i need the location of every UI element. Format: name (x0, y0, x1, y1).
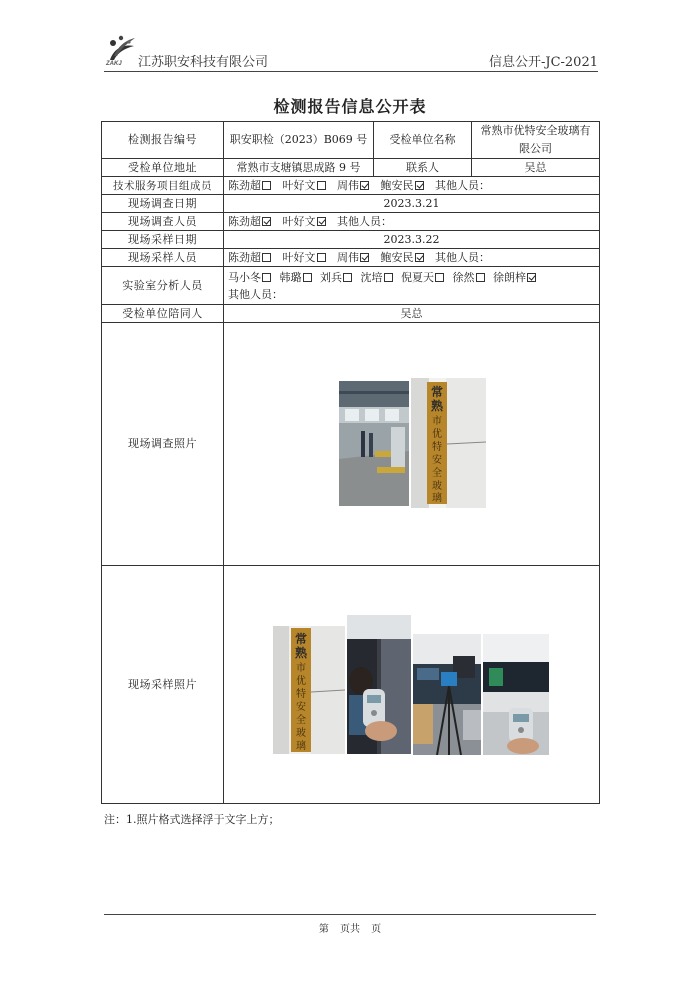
person-entry: 陈劲超 (228, 179, 273, 192)
person-entry: 沈培 (361, 271, 395, 284)
sampling-photo-label: 现场采样照片 (102, 566, 224, 804)
sampling-photo-meter (347, 615, 411, 754)
person-entry: 周伟 (337, 179, 371, 192)
svg-text:熟: 熟 (294, 646, 308, 660)
others-label: 其他人员： (435, 178, 490, 192)
contact-value: 吴总 (472, 159, 600, 177)
address-label: 受检单位地址 (102, 159, 224, 177)
checkbox[interactable] (384, 273, 393, 282)
table-row (102, 323, 600, 566)
checkbox[interactable] (415, 253, 424, 262)
client-name-label: 受检单位名称 (374, 122, 472, 159)
person-entry: 马小冬 (228, 271, 273, 284)
table-row (102, 305, 600, 323)
surveyors (224, 213, 600, 231)
person-entry: 徐朗梓 (493, 271, 538, 284)
sampling-date-label: 现场采样日期 (102, 231, 224, 249)
survey-date-label: 现场调查日期 (102, 195, 224, 213)
samplers-label: 现场采样人员 (102, 249, 224, 267)
document-code: 信息公开-JC-2021 (488, 55, 598, 70)
table-row (102, 159, 600, 177)
svg-text:玻: 玻 (296, 728, 306, 739)
table-row (102, 249, 600, 267)
checkbox[interactable] (476, 273, 485, 282)
person-entry: 周伟 (337, 251, 371, 264)
svg-text:璃: 璃 (296, 741, 306, 752)
person-entry: 韩璐 (280, 271, 314, 284)
sampling-photo-sign (273, 626, 345, 754)
company-name: 江苏职安科技有限公司 (138, 55, 269, 70)
checkbox[interactable] (435, 273, 444, 282)
person-entry: 倪夏天 (401, 271, 446, 284)
sampling-photo-machine (483, 634, 549, 755)
svg-text:璃: 璃 (432, 493, 442, 504)
team-members (224, 177, 600, 195)
checkbox[interactable] (303, 273, 312, 282)
table-row (102, 267, 600, 305)
person-entry: 鲍安民 (381, 179, 426, 192)
svg-text:优: 优 (296, 676, 306, 687)
svg-text:优: 优 (432, 429, 442, 440)
lab-label: 实验室分析人员 (102, 267, 224, 305)
escort-label: 受检单位陪同人 (102, 305, 224, 323)
svg-text:特: 特 (296, 689, 306, 700)
others-label: 其他人员： (228, 287, 283, 301)
svg-text:熟: 熟 (430, 399, 444, 413)
checkbox[interactable] (262, 253, 271, 262)
report-no-value: 职安职检（2023）B069 号 (224, 122, 374, 159)
person-entry: 陈劲超 (228, 215, 273, 228)
checkbox[interactable] (527, 273, 536, 282)
svg-text:全: 全 (296, 715, 306, 726)
svg-text:常: 常 (430, 385, 444, 399)
sampling-photos-cell (224, 566, 600, 804)
survey-photo-sign (411, 378, 486, 508)
svg-text:市: 市 (432, 416, 442, 427)
checkbox[interactable] (360, 253, 369, 262)
table-row (102, 231, 600, 249)
person-entry: 叶好文 (283, 251, 328, 264)
svg-text:安: 安 (432, 455, 442, 466)
others-label: 其他人员： (435, 250, 490, 264)
checkbox[interactable] (360, 181, 369, 190)
table-row (102, 177, 600, 195)
checkbox[interactable] (317, 181, 326, 190)
svg-text:玻: 玻 (432, 481, 442, 492)
sampling-photo-tripod (413, 634, 481, 755)
svg-text:常: 常 (294, 632, 308, 646)
person-entry: 鲍安民 (381, 251, 426, 264)
svg-text:特: 特 (432, 442, 442, 453)
checkbox[interactable] (317, 217, 326, 226)
page-header (104, 30, 598, 72)
header-divider (104, 71, 598, 72)
person-entry: 徐然 (453, 271, 487, 284)
others-label: 其他人员： (337, 214, 392, 228)
person-entry: 陈劲超 (228, 251, 273, 264)
contact-label: 联系人 (374, 159, 472, 177)
escort-value: 吴总 (224, 305, 600, 323)
team-label: 技术服务项目组成员 (102, 177, 224, 195)
footnote: 注：1.照片格式选择浮于文字上方； (104, 813, 280, 826)
survey-photo-factory (339, 381, 409, 506)
person-entry: 刘兵 (320, 271, 354, 284)
svg-text:安: 安 (296, 702, 306, 713)
svg-text:全: 全 (432, 468, 442, 479)
logo-text: ZAKJ (106, 61, 122, 67)
sampling-date-value: 2023.3.22 (224, 231, 600, 249)
checkbox[interactable] (262, 217, 271, 226)
person-entry: 叶好文 (283, 179, 328, 192)
table-row (102, 566, 600, 804)
footer-divider (104, 914, 596, 915)
checkbox[interactable] (415, 181, 424, 190)
survey-photos-cell (224, 323, 600, 566)
svg-text:市: 市 (296, 663, 306, 674)
client-name-value: 常熟市优特安全玻璃有限公司 (472, 122, 600, 159)
checkbox[interactable] (343, 273, 352, 282)
samplers (224, 249, 600, 267)
table-row (102, 195, 600, 213)
table-row (102, 122, 600, 159)
address-value: 常熟市支塘镇思成路 9 号 (224, 159, 374, 177)
survey-date-value: 2023.3.21 (224, 195, 600, 213)
checkbox[interactable] (317, 253, 326, 262)
checkbox[interactable] (262, 273, 271, 282)
table-row (102, 213, 600, 231)
page-number-footer: 第 页共 页 (318, 924, 382, 935)
surveyors-label: 现场调查人员 (102, 213, 224, 231)
checkbox[interactable] (262, 181, 271, 190)
person-entry: 叶好文 (283, 215, 328, 228)
lab-analysts (224, 267, 600, 305)
report-no-label: 检测报告编号 (102, 122, 224, 159)
report-info-table (101, 121, 600, 804)
survey-photo-label: 现场调查照片 (102, 323, 224, 566)
page-title: 检测报告信息公开表 (273, 97, 427, 116)
